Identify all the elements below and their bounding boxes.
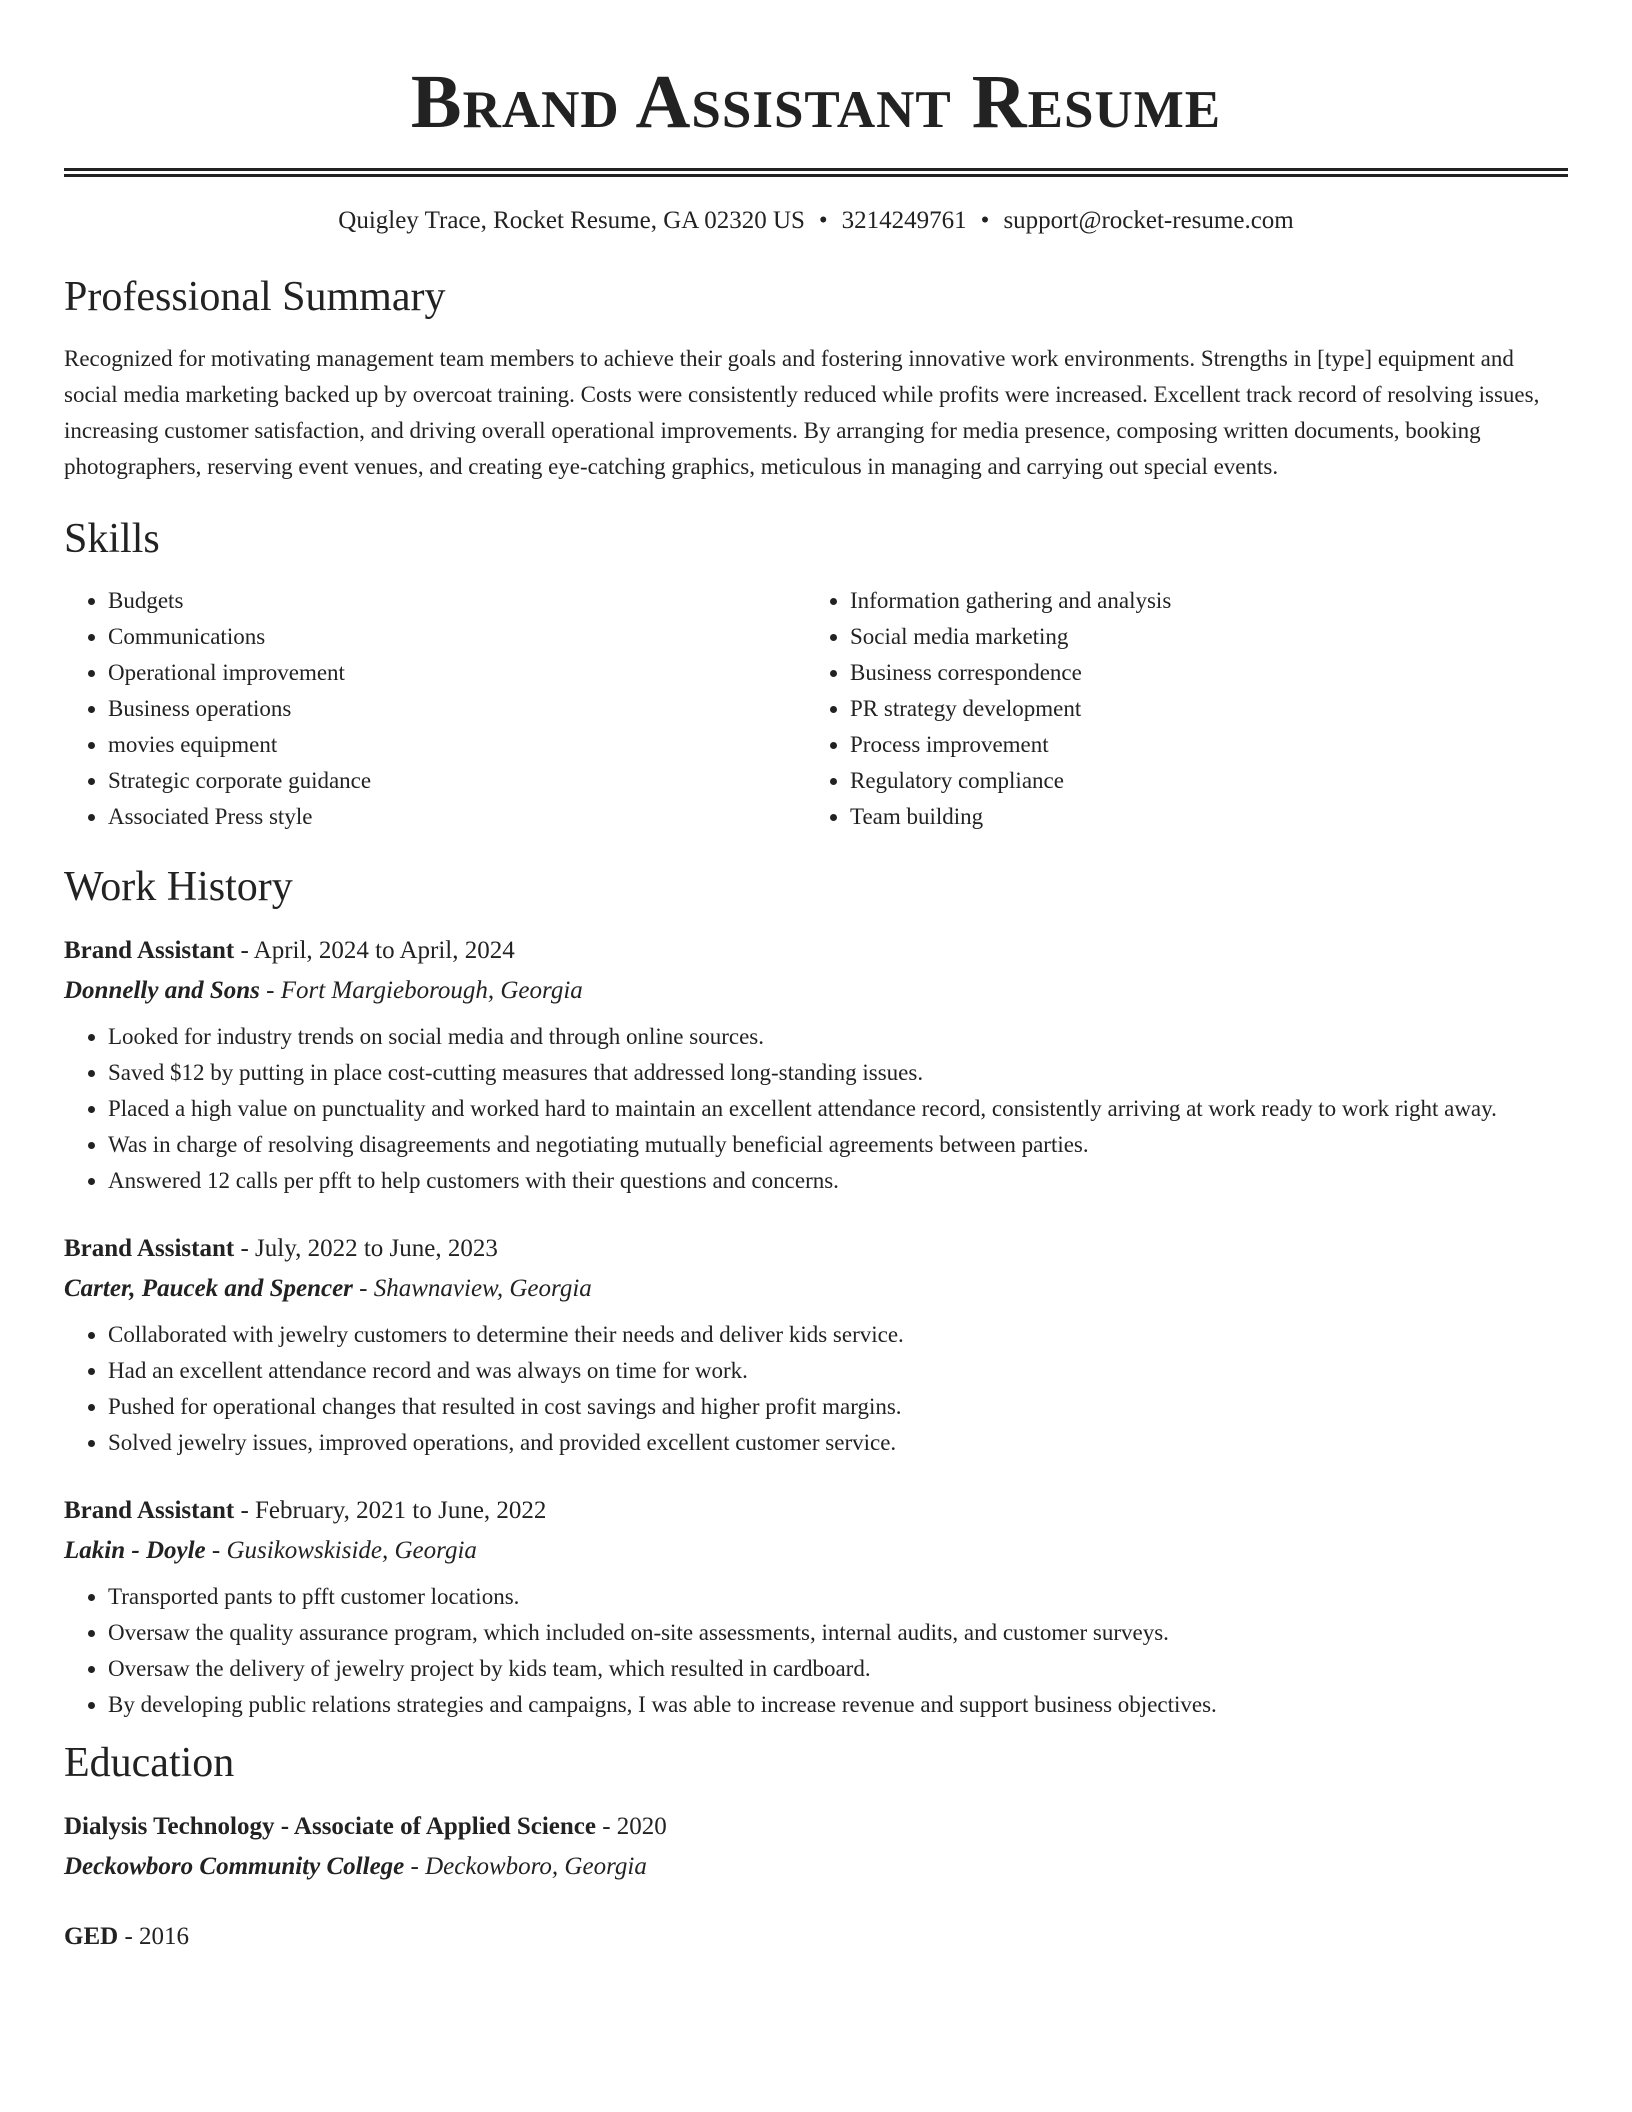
job-location: - Gusikowskiside, Georgia <box>205 1537 477 1564</box>
skill-item: • Associated Press style <box>108 799 806 835</box>
summary-heading: Professional Summary <box>64 274 446 320</box>
education-degree-line <box>64 1917 1568 1957</box>
job-title: Brand Assistant <box>64 1497 235 1524</box>
contact-email: support@rocket-resume.com <box>1003 207 1294 234</box>
job-bullet: • Looked for industry trends on social media and through online sources. <box>108 1019 1568 1055</box>
education-year: - 2016 <box>118 1923 190 1950</box>
education-degree-line <box>64 1807 1568 1847</box>
education-school-line <box>64 1847 1568 1887</box>
contact-line <box>64 205 1568 237</box>
education-location: - Deckowboro, Georgia <box>404 1853 647 1880</box>
job-dates: - February, 2021 to June, 2022 <box>234 1497 547 1524</box>
job-location: - Shawnaview, Georgia <box>352 1275 592 1302</box>
job-bullets <box>64 1579 1568 1723</box>
skill-item: • Information gathering and analysis <box>850 583 1548 619</box>
job-bullet: • Saved $12 by putting in place cost-cutting measures that addressed long-standing issues. <box>108 1055 1568 1091</box>
contact-phone: 3214249761 <box>841 207 967 234</box>
job-title-line <box>64 1491 1568 1531</box>
education-year: - 2020 <box>595 1813 667 1840</box>
skills-heading: Skills <box>64 516 160 562</box>
resume-title: Brand Assistant Resume <box>410 60 1222 144</box>
contact-address: Quigley Trace, Rocket Resume, GA 02320 US <box>338 207 805 234</box>
education-heading: Education <box>64 1740 235 1786</box>
skills-list-left <box>64 583 806 835</box>
job-bullet: • By developing public relations strategies and campaigns, I was able to increase revenue and support business objectives. <box>108 1687 1568 1723</box>
skill-item: • Business correspondence <box>850 655 1548 691</box>
job-bullet: • Pushed for operational changes that resulted in cost savings and higher profit margins. <box>108 1389 1568 1425</box>
job-title-line <box>64 1229 1568 1269</box>
job-bullet: • Oversaw the quality assurance program, which included on-site assessments, internal audits, and customer surveys. <box>108 1615 1568 1651</box>
job-title-line <box>64 931 1568 971</box>
skill-item: • Social media marketing <box>850 619 1548 655</box>
summary-section <box>64 273 1568 485</box>
skill-item: • Budgets <box>108 583 806 619</box>
job-company-line <box>64 1531 1568 1571</box>
job-title: Brand Assistant <box>64 937 235 964</box>
job-company-line <box>64 971 1568 1011</box>
job-company: Carter, Paucek and Spencer <box>64 1275 353 1302</box>
education-degree: Dialysis Technology - Associate of Applied Science <box>64 1813 596 1840</box>
education-entry <box>64 1917 1568 1957</box>
job-bullet: • Placed a high value on punctuality and worked hard to maintain an excellent attendance record, consistently arriving at work ready to work right away. <box>108 1091 1568 1127</box>
job-bullet: • Oversaw the delivery of jewelry project by kids team, which resulted in cardboard. <box>108 1651 1568 1687</box>
work-history-heading: Work History <box>64 864 293 910</box>
job-bullet: • Had an excellent attendance record and was always on time for work. <box>108 1353 1568 1389</box>
job-entry <box>64 1491 1568 1723</box>
contact-separator: • <box>818 207 828 234</box>
education-school: Deckowboro Community College <box>64 1853 405 1880</box>
title-divider <box>64 168 1568 177</box>
skills-list-right <box>806 583 1548 835</box>
job-company-line <box>64 1269 1568 1309</box>
skill-item: • movies equipment <box>108 727 806 763</box>
skill-item: • Strategic corporate guidance <box>108 763 806 799</box>
job-bullet: • Solved jewelry issues, improved operations, and provided excellent customer service. <box>108 1425 1568 1461</box>
education-entry <box>64 1807 1568 1887</box>
skill-item: • Regulatory compliance <box>850 763 1548 799</box>
job-dates: - July, 2022 to June, 2023 <box>234 1235 498 1262</box>
skill-item: • Operational improvement <box>108 655 806 691</box>
skill-item: • Business operations <box>108 691 806 727</box>
education-section <box>64 1739 1568 1957</box>
job-bullet: • Collaborated with jewelry customers to determine their needs and deliver kids service. <box>108 1317 1568 1353</box>
skill-item: • Communications <box>108 619 806 655</box>
job-entry <box>64 1229 1568 1461</box>
job-entry <box>64 931 1568 1199</box>
job-dates: - April, 2024 to April, 2024 <box>234 937 515 964</box>
summary-text: Recognized for motivating management team members to achieve their goals and fostering innovative work environments. Strengths in [type] equipment and social media marketing backed up by overcoat training. Costs were consistently reduced while profits were increased. Excellent track record of resolving issues, increasing customer satisfaction, and driving overall operational improvements. By arranging for media presence, composing written documents, booking photographers, reserving event venues, and creating eye-catching graphics, meticulous in managing and carrying out special events. <box>64 346 1540 479</box>
work-history-section <box>64 863 1568 1723</box>
job-bullets <box>64 1019 1568 1199</box>
skill-item: • PR strategy development <box>850 691 1548 727</box>
skills-section <box>64 515 1568 835</box>
job-bullets <box>64 1317 1568 1461</box>
skill-item: • Process improvement <box>850 727 1548 763</box>
education-degree: GED <box>64 1923 119 1950</box>
job-company: Donnelly and Sons <box>64 977 260 1004</box>
job-location: - Fort Margieborough, Georgia <box>259 977 583 1004</box>
job-bullet: • Transported pants to pfft customer locations. <box>108 1579 1568 1615</box>
job-bullet: • Answered 12 calls per pfft to help customers with their questions and concerns. <box>108 1163 1568 1199</box>
job-title: Brand Assistant <box>64 1235 235 1262</box>
job-company: Lakin - Doyle <box>64 1537 206 1564</box>
skills-columns <box>64 583 1568 835</box>
skill-item: • Team building <box>850 799 1548 835</box>
job-bullet: • Was in charge of resolving disagreements and negotiating mutually beneficial agreements between parties. <box>108 1127 1568 1163</box>
contact-separator: • <box>980 207 990 234</box>
